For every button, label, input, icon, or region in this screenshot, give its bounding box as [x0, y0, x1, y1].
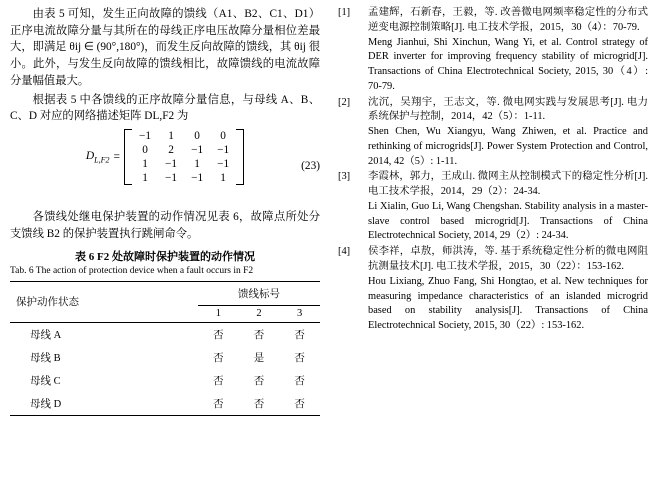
reference-text: [368, 170, 648, 244]
table-cell: 否: [198, 392, 239, 416]
matrix-cell: −1: [191, 172, 204, 185]
matrix-cell: −1: [191, 144, 204, 157]
table-cell: 否: [213, 329, 224, 341]
equation-number: (23): [301, 160, 320, 173]
reference-text-cn: 侯李祥，卓敖，师洪涛，等. 基于系统稳定性分析的微电网阻抗测量技术[J]. 电工技术学报，2015，30（22）：153-162.: [368, 246, 648, 273]
equation-equals: =: [113, 151, 121, 164]
table-cell: 否: [253, 329, 265, 341]
table-cell: 是: [253, 352, 265, 364]
table-cell: 否: [213, 375, 224, 387]
matrix-cell: −1: [217, 144, 230, 157]
protection-action-table: [10, 281, 320, 416]
reference-item: [338, 6, 648, 95]
reference-text-cn: 孟建辉，石新春，王毅，等. 改善微电网频率稳定性的分布式逆变电源控制策略[J]. 电工技术学报，2015，30（4）：70-79.: [368, 7, 648, 33]
matrix-row: [132, 143, 236, 157]
reference-number: [4]: [338, 246, 351, 258]
table-column-header: 1: [198, 305, 239, 322]
matrix-cell: 0: [220, 130, 226, 143]
paragraph-2: 根据表 5 中各馈线的正序故障分量信息，与母线 A、B、C、D 对应的网络描述矩阵 DL,F2 为: [10, 93, 320, 123]
matrix-cell: −1: [139, 130, 152, 143]
matrix-cell: 2: [168, 144, 174, 157]
reference-number: [3]: [338, 171, 351, 183]
reference-number: [1]: [338, 7, 351, 18]
reference-number: [2]: [338, 96, 351, 108]
table-column-header: 3: [279, 305, 320, 322]
paragraph-3: 各馈线处继电保护装置的动作情况见表 6，故障点所处分支馈线 B2 的保护装置执行跳闸命令。: [10, 211, 320, 240]
matrix-cell: 1: [142, 172, 148, 185]
left-column: [10, 6, 320, 489]
paragraph-1: 由表 5 可知，发生正向故障的馈线（A1、B2、C1、D1）正序电流故障分量与其所在的母线正序电压故障分量相位差最大，即满足 θij ∈ (90°,180°)，而发生反向故障的馈线，其 θij 很小。此外，与发生反向故障的馈线相比，故障馈线的电流故障分量幅值最大。: [10, 8, 320, 87]
equation-label: $D_{L,F2}$: [85, 149, 110, 165]
equation-matrix: [124, 129, 244, 185]
table-row-label: 母线 B: [30, 352, 61, 364]
matrix-cell: 0: [194, 130, 200, 143]
reference-text-cn: 李霞林，郭力，王成山. 微网主从控制模式下的稳定性分析[J]. 电工技术学报，2014，29（2）：24-34.: [368, 171, 648, 198]
reference-text-en: Meng Jianhui, Shi Xinchun, Wang Yi, et al. Control strategy of DER inverter for improving frequency stability of microgrid[J]. Transactions of China Electrotechnical Society, 2015, 30（4）: 70-79.: [368, 36, 648, 92]
reference-item: [338, 96, 648, 170]
table-row: [10, 369, 320, 392]
reference-item: [338, 170, 648, 244]
matrix-right-bracket: [236, 129, 244, 185]
matrix-row: [132, 171, 236, 185]
reference-text-en: Hou Lixiang, Zhuo Fang, Shi Hongtao, et al. New techniques for measuring impedance characteristics of an islanded microgrid based on stability analysis[J]. Transactions of China Electrotechnical Society, 2015, 30（22）: 153-162.: [368, 275, 648, 332]
table-row-label: 母线 D: [10, 392, 198, 416]
table-row-label: 母线 A: [30, 329, 62, 341]
matrix-cell: 1: [220, 172, 226, 185]
table-cell: 否: [239, 392, 280, 416]
reference-text: [368, 96, 648, 170]
table-caption-en: Tab. 6 The action of protection device when a fault occurs in F2: [10, 266, 254, 277]
reference-text: [368, 6, 648, 95]
table-cell: 否: [213, 352, 224, 364]
table-caption-cn: 表 6 F2 处故障时保护装置的动作情况: [75, 251, 255, 264]
right-column-references: [338, 6, 648, 489]
matrix-cell: 0: [142, 144, 148, 157]
table-cell: 否: [294, 375, 305, 387]
table-cell: 否: [279, 392, 320, 416]
table-header-group: 馈线标号: [198, 281, 320, 305]
matrix-cell: −1: [165, 158, 178, 171]
reference-text-en: Li Xialin, Guo Li, Wang Chengshan. Stability analysis in a master-slave control based microgrid[J]. Transactions of China Electrotechnical Society, 2014, 29（2）: 24-34.: [368, 200, 648, 242]
table-row-label: 母线 C: [30, 375, 61, 387]
reference-item: [338, 245, 648, 334]
matrix-left-bracket: [124, 129, 132, 185]
matrix-cell: 1: [168, 130, 174, 143]
matrix-cell: 1: [194, 158, 200, 171]
table-header-state: 保护动作状态: [10, 281, 198, 322]
matrix-cell: 1: [142, 158, 148, 171]
reference-text-en: Shen Chen, Wu Xiangyu, Wang Zhiwen, et al. Practice and rethinking of microgrids[J]. Power System Protection and Control, 2014, 42（5）: 1-11.: [368, 126, 648, 167]
reference-text: [368, 245, 648, 334]
table-column-header: 2: [239, 305, 280, 322]
table-row: [10, 322, 320, 346]
table-cell: 否: [294, 329, 305, 341]
matrix-row: [132, 129, 236, 143]
matrix-row: [132, 157, 236, 171]
table-row: [10, 346, 320, 369]
table-row: [10, 392, 320, 416]
matrix-cell: −1: [217, 158, 230, 171]
equation-23: [10, 129, 320, 203]
reference-text-cn: 沈沉，吴翔宇，王志文，等. 微电网实践与发展思考[J]. 电力系统保护与控制，2014，42（5）：1-11.: [368, 96, 648, 123]
table-cell: 否: [253, 375, 265, 387]
table-cell: 否: [294, 352, 305, 364]
matrix-cell: −1: [165, 172, 178, 185]
